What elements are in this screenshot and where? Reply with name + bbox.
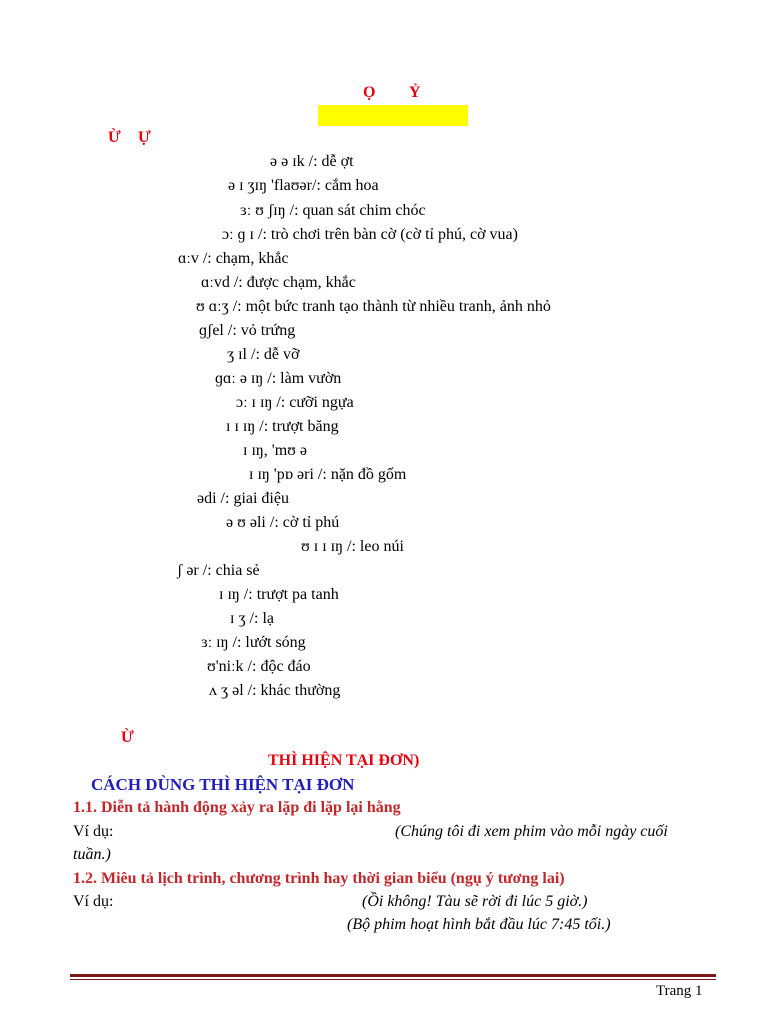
vocab-item: ʌ ʒ əl /: khác thường: [209, 682, 341, 699]
footer-rule-thick: [70, 974, 716, 977]
point1-example-cont: tuần.): [73, 846, 111, 863]
vocab-item: ə ʊ əli /: cờ tỉ phú: [226, 514, 340, 531]
vocab-item: ɡɑː ə ɪŋ /: làm vườn: [215, 370, 342, 387]
vocab-item: ɪ ʒ /: lạ: [230, 610, 274, 627]
vocab-item: ɔː ɪ ɪŋ /: cưỡi ngựa: [236, 394, 354, 411]
vocab-item: ə ɪ ʒɪŋ 'flaʊər/: cắm hoa: [228, 177, 379, 194]
vocab-item: ʊ ɪ ɪ ɪŋ /: leo núi: [301, 538, 404, 555]
point2-example-1: (Ồi không! Tàu sẽ rời đi lúc 5 giờ.): [362, 893, 588, 910]
vocab-item: ʊ'niːk /: độc đáo: [207, 658, 311, 675]
vocab-item: ədi /: giai điệu: [197, 490, 289, 507]
title-right: Ỷ: [409, 84, 421, 101]
vocab-item: ɪ ɪŋ 'pɒ əri /: nặn đồ gốm: [249, 466, 407, 483]
vocab-item: ʒ ɪl /: dễ vỡ: [227, 346, 300, 363]
vocab-item: ɪ ɪŋ /: trượt pa tanh: [219, 586, 339, 603]
usage-title: CÁCH DÙNG THÌ HIỆN TẠI ĐƠN: [91, 775, 355, 794]
vocab-item: ɔː ɡ ɪ /: trò chơi trên bàn cờ (cờ tỉ phú, cờ vua): [222, 226, 518, 243]
point2-title: 1.2. Miêu tả lịch trình, chương trình hay thời gian biểu (ngụ ý tương lai): [73, 870, 565, 887]
point2-example-2: (Bộ phim hoạt hình bắt đầu lúc 7:45 tối.): [347, 916, 611, 933]
section1-heading-left: Ừ: [108, 129, 121, 146]
vocab-item: ɪ ɪŋ, 'mʊ ə: [243, 442, 308, 459]
title-highlight-bar: [318, 105, 468, 126]
section2-subtitle: THÌ HIỆN TẠI ĐƠN): [268, 752, 420, 769]
vocab-item: ɡʃel /: vỏ trứng: [199, 322, 296, 339]
point2-label: Ví dụ:: [73, 893, 114, 910]
vocab-item: ɜː ʊ ʃɪŋ /: quan sát chim chóc: [240, 202, 426, 219]
section1-heading-right: Ự: [138, 129, 151, 146]
vocab-item: ɪ ɪ ɪŋ /: trượt băng: [226, 418, 339, 435]
footer-rule-thin: [70, 979, 716, 980]
vocab-item: ɑːvd /: được chạm, khắc: [201, 274, 356, 291]
vocab-item: ʊ ɑːʒ /: một bức tranh tạo thành từ nhiều tranh, ảnh nhỏ: [196, 298, 551, 315]
title-left: Ọ: [363, 84, 376, 101]
vocab-item: ɑːv /: chạm, khắc: [178, 250, 289, 267]
point1-label: Ví dụ:: [73, 823, 114, 840]
point1-title: 1.1. Diễn tả hành động xảy ra lặp đi lặp lại hằng: [73, 799, 401, 816]
point1-example: (Chúng tôi đi xem phim vào mỗi ngày cuối: [395, 823, 668, 840]
vocab-item: ʃ ər /: chia sẻ: [177, 562, 260, 579]
section2-heading: Ừ: [121, 729, 134, 746]
page-number: Trang 1: [656, 983, 703, 999]
vocab-item: ɜː ɪŋ /: lướt sóng: [201, 634, 306, 651]
vocab-item: ə ə ɪk /: dễ ợt: [270, 153, 354, 170]
